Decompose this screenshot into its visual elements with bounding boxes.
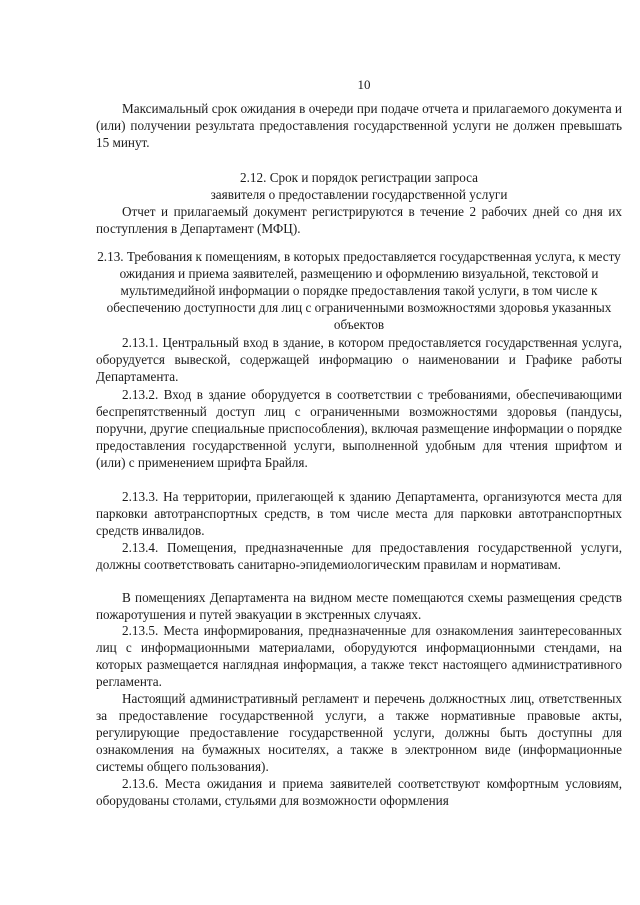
paragraph-registration-period (96, 203, 622, 237)
paragraph-text: В помещениях Департамента на видном месте помещаются схемы размещения средств пожаротушения и путей эвакуации в экстренных случаях. (96, 590, 622, 623)
paragraph-text: 2.13.5. Места информирования, предназначенные для ознакомления заинтересованных лиц с информационными материалами, оборудуются информационными стендами, на которых размещается наглядная информация, а также текст настоящего административного регламента. (96, 623, 622, 690)
paragraph-text: 2.13.2. Вход в здание оборудуется в соответствии с требованиями, обеспечивающими беспрепятственный доступ лиц с ограниченными возможностями здоровья (пандусы, поручни, другие специальные приспособления), включая размещение информации о порядке предоставления государственной услуги, выполненной удобным для чтения шрифтом и (или) с применением шрифта Брайля. (96, 387, 622, 471)
paragraph-text: Настоящий административный регламент и перечень должностных лиц, ответственных за предоставление государственной услуги, а также нормативные правовые акты, регулирующие предоставление государственной услуги, должны быть доступны для ознакомления на бумажных носителях, а также в электронном виде (информационные системы общего пользования). (96, 691, 622, 775)
section-heading-2-13 (96, 248, 622, 333)
paragraph-text: 2.13.6. Места ожидания и приема заявителей соответствуют комфортным условиям, оборудованы столами, стульями для возможности оформления (96, 776, 622, 809)
paragraph-text: 2.13.3. На территории, прилегающей к зданию Департамента, организуются места для парковки автотранспортных средств, в том числе места для парковки автотранспортных средств инвалидов. (96, 489, 622, 539)
paragraph-2-13-4 (96, 539, 622, 573)
paragraph-2-13-3 (96, 488, 622, 539)
paragraph-evacuation-schemes (96, 589, 622, 623)
paragraph-text: 2.13.1. Центральный вход в здание, в котором предоставляется государственная услуга, оборудуется вывеской, содержащей информацию о наименовании и Графике работы Департамента. (96, 335, 622, 385)
paragraph-text: 2.13.4. Помещения, предназначенные для предоставления государственной услуги, должны соответствовать санитарно-эпидемиологическим правилам и нормативам. (96, 540, 622, 573)
heading-line: заявителя о предоставлении государственной услуги (210, 187, 508, 203)
page-number: 10 (357, 77, 371, 92)
heading-text: 2.13. Требования к помещениям, в которых предоставляется государственная услуга, к месту ожидания и приема заявителей, размещению и оформлению визуальной, текстовой и мультимедийной информации о порядке предоставления такой услуги, в том числе к обеспечению доступности для лиц с ограниченными возможностями здоровья указанных объектов (97, 249, 621, 333)
paragraph-max-waiting-time (96, 100, 622, 151)
paragraph-2-13-6 (96, 775, 622, 809)
paragraph-2-13-5 (96, 622, 622, 690)
paragraph-text: Максимальный срок ожидания в очереди при подаче отчета и прилагаемого документа и (или) получении результата предоставления государственной услуги не должен превышать 15 минут. (96, 101, 622, 151)
paragraph-2-13-1 (96, 334, 622, 385)
paragraph-2-13-2 (96, 386, 622, 471)
paragraph-regulation-availability (96, 690, 622, 775)
section-heading-2-12 (96, 169, 622, 203)
paragraph-text: Отчет и прилагаемый документ регистрируются в течение 2 рабочих дней со дня их поступления в Департамент (МФЦ). (96, 204, 622, 237)
heading-line: 2.12. Срок и порядок регистрации запроса (240, 170, 478, 185)
